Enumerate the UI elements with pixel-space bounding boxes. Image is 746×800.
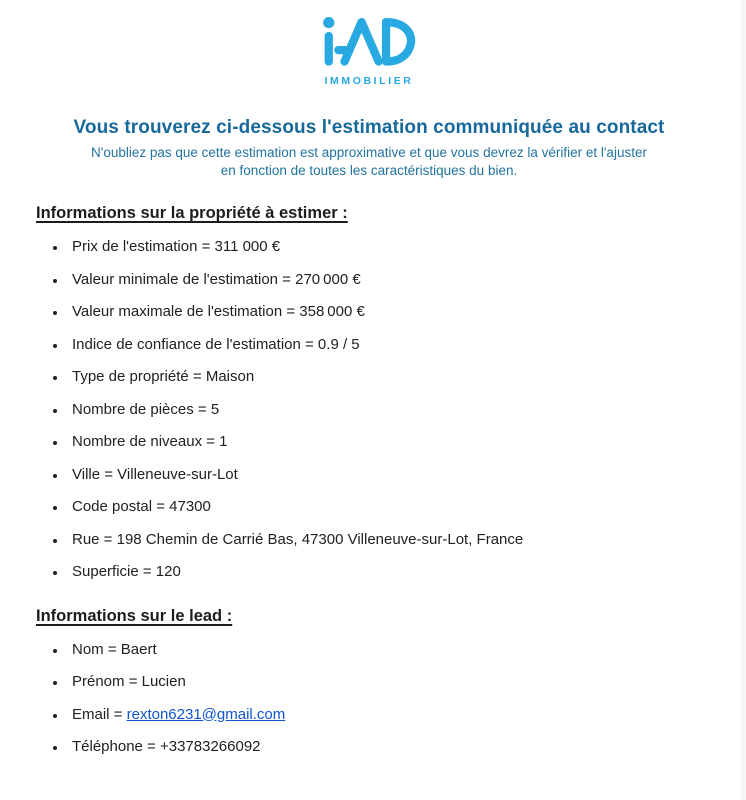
list-item: • Indice de confiance de l'estimation = 0.9 / 5 <box>67 335 702 355</box>
page-title: Vous trouverez ci-dessous l'estimation communiquée au contact <box>73 117 665 138</box>
page-subtitle-line1: N'oubliez pas que cette estimation est approximative et que vous devrez la vérifier et l'ajuster <box>91 145 647 160</box>
iad-logo-icon <box>320 14 418 67</box>
list-item <box>67 705 702 725</box>
logo-subtitle: IMMOBILIER <box>324 75 414 87</box>
list-item: • Valeur maximale de l'estimation = 358 000 € <box>67 302 702 322</box>
email-link[interactable]: rexton6231@gmail.com <box>126 705 286 723</box>
page-subtitle-line2: en fonction de toutes les caractéristiques du bien. <box>220 162 518 178</box>
list-item-label: Email = <box>72 705 127 723</box>
property-list <box>36 237 702 582</box>
list-item: • Superficie = 120 <box>67 562 702 582</box>
page-right-edge <box>741 0 746 800</box>
list-item: • Prix de l'estimation = 311 000 € <box>67 237 702 257</box>
list-item: • Valeur minimale de l'estimation = 270 000 € <box>67 270 702 290</box>
list-item: • Rue = 198 Chemin de Carrié Bas, 47300 Villeneuve-sur-Lot, France <box>67 530 702 550</box>
list-item: • Nombre de pièces = 5 <box>67 400 702 420</box>
list-item: • Prénom = Lucien <box>67 672 702 692</box>
list-item: • Ville = Villeneuve-sur-Lot <box>67 465 702 485</box>
page-subtitle <box>36 144 702 179</box>
list-item: • Nombre de niveaux = 1 <box>67 432 702 452</box>
list-item: • Code postal = 47300 <box>67 497 702 517</box>
list-item: • Téléphone = +33783266092 <box>67 737 702 757</box>
section-heading-property: Informations sur la propriété à estimer : <box>36 204 348 222</box>
section-heading-lead: Informations sur le lead : <box>36 606 233 625</box>
list-item: • Type de propriété = Maison <box>67 367 702 387</box>
list-item: • Nom = Baert <box>67 640 702 660</box>
lead-list <box>36 640 702 757</box>
logo <box>36 12 702 87</box>
